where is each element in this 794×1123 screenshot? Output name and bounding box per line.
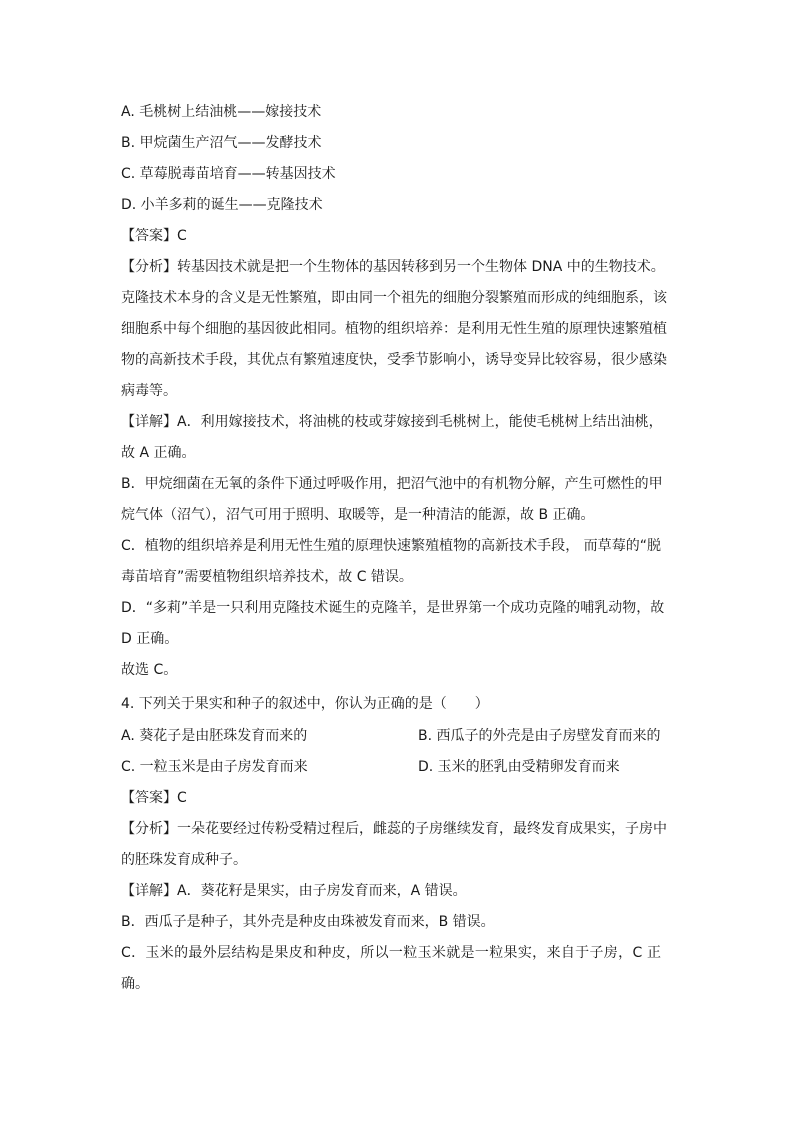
q3-option-b: B. 甲烷菌生产沼气——发酵技术	[121, 135, 322, 151]
q4-analysis-line: 的胚珠发育成种子。	[121, 852, 247, 868]
q3-option-a: A. 毛桃树上结油桃——嫁接技术	[121, 104, 322, 120]
q4-detail-line: C．玉米的最外层结构是果皮和种皮，所以一粒玉米就是一粒果实，来自于子房，C 正	[121, 945, 661, 961]
q3-option-c: C. 草莓脱毒苗培育——转基因技术	[121, 166, 336, 182]
q3-detail-line: 烷气体（沼气），沼气可用于照明、取暖等，是一种清洁的能源，故 B 正确。	[121, 507, 595, 523]
q3-analysis-line: 【分析】转基因技术就是把一个生物体的基因转移到另一个生物体 DNA 中的生物技术。	[121, 259, 665, 275]
q4-option-d: D. 玉米的胚乳由受精卵发育而来	[418, 759, 620, 775]
q3-detail-line: C．植物的组织培养是利用无性生殖的原理快速繁殖植物的高新技术手段， 而草莓的“脱	[121, 538, 661, 554]
q3-conclusion: 故选 C。	[121, 662, 178, 678]
q3-detail-line: D 正确。	[121, 631, 179, 647]
q3-analysis-line: 物的高新技术手段，其优点有繁殖速度快，受季节影响小，诱导变异比较容易，很少感染	[121, 352, 667, 368]
q3-option-d: D. 小羊多莉的诞生——克隆技术	[121, 197, 323, 213]
q4-answer: 【答案】C	[121, 790, 187, 806]
q4-option-c: C. 一粒玉米是由子房发育而来	[121, 759, 308, 775]
q4-detail-line: B．西瓜子是种子，其外壳是种皮由珠被发育而来，B 错误。	[121, 914, 495, 930]
q3-analysis-line: 克隆技术本身的含义是无性繁殖，即由同一个祖先的细胞分裂繁殖而形成的纯细胞系，该	[121, 290, 667, 306]
q3-detail-line: B．甲烷细菌在无氧的条件下通过呼吸作用，把沼气池中的有机物分解，产生可燃性的甲	[121, 476, 663, 492]
q4-detail-line: 确。	[121, 976, 149, 992]
q3-detail-line: 故 A 正确。	[121, 445, 196, 461]
q3-detail-line: D．“多莉”羊是一只利用克隆技术诞生的克隆羊，是世界第一个成功克隆的哺乳动物，故	[121, 600, 665, 616]
q4-stem: 4. 下列关于果实和种子的叙述中，你认为正确的是（ ）	[121, 696, 489, 712]
q3-answer: 【答案】C	[121, 228, 187, 244]
q4-analysis-line: 【分析】一朵花要经过传粉受精过程后，雌蕊的子房继续发育，最终发育成果实，子房中	[121, 821, 667, 837]
q4-option-b: B. 西瓜子的外壳是由子房壁发育而来的	[418, 728, 661, 744]
q3-analysis-line: 病毒等。	[121, 383, 177, 399]
q4-detail-line: 【详解】A．葵花籽是果实，由子房发育而来，A 错误。	[121, 883, 467, 899]
q3-detail-line: 【详解】A．利用嫁接技术，将油桃的枝或芽嫁接到毛桃树上，能使毛桃树上结出油桃，	[121, 414, 663, 430]
q3-analysis-line: 细胞系中每个细胞的基因彼此相同。植物的组织培养：是利用无性生殖的原理快速繁殖植	[121, 321, 667, 337]
q4-option-a: A. 葵花子是由胚珠发育而来的	[121, 728, 308, 744]
q3-detail-line: 毒苗培育”需要植物组织培养技术，故 C 错误。	[121, 569, 413, 585]
